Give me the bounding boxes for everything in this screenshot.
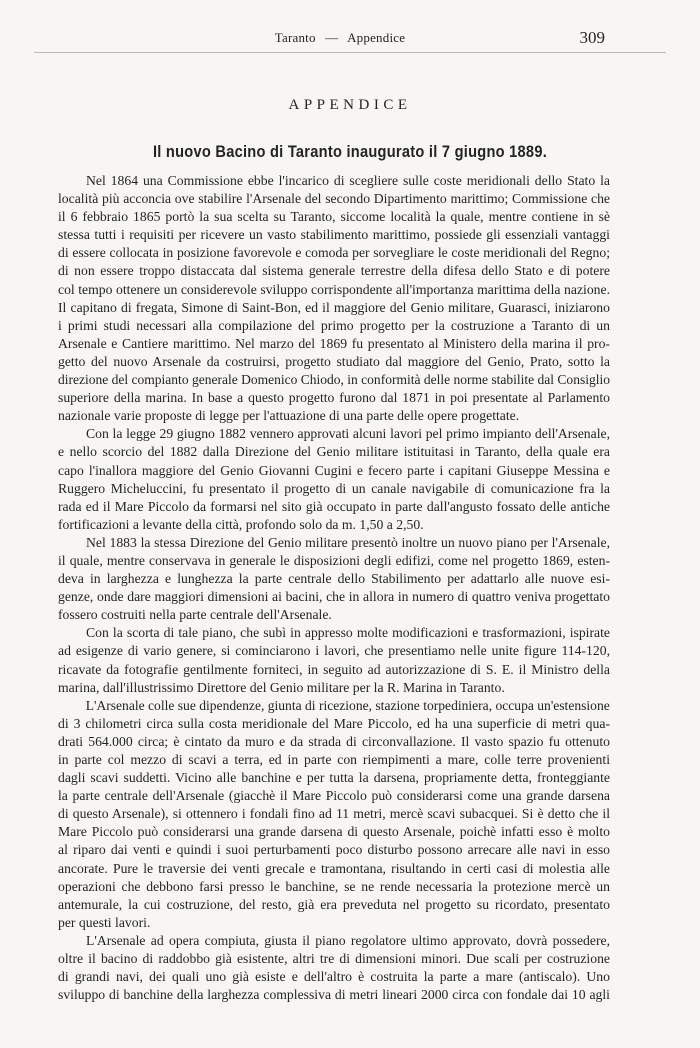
body-line: Mare Piccolo può considerarsi una grande darsena di questo Arsenale, poichè infatti esso è molto bbox=[58, 824, 610, 840]
body-line: di grandi navi, dei quali uno già esiste e dell'altro è costruita la parte a mare (antiscalo). Uno bbox=[58, 969, 610, 985]
body-line: Con la legge 29 giugno 1882 vennero approvati alcuni lavori pel primo impianto dell'Arsenale, bbox=[86, 426, 610, 442]
body-line: col tempo ottenere un considerevole sviluppo corrispondente all'importanza marittima della nazione. bbox=[58, 281, 610, 297]
body-line: i primi studi necessari alla compilazione del primo progetto per la costruzione a Taranto di un bbox=[58, 317, 610, 333]
body-line: di essere collocata in posizione favorevole e comoda per sorvegliare le coste meridionali del Regno; bbox=[58, 245, 610, 261]
body-line: deva in larghezza e lunghezza la parte centrale dello Stabilimento per adattarlo alle nuove esi- bbox=[58, 571, 610, 587]
running-head-left: Taranto bbox=[274, 30, 316, 45]
body-line: Nel 1883 la stessa Direzione del Genio militare presentò inoltre un nuovo piano per l'Arsenale, bbox=[86, 534, 610, 550]
body-line: stessa tutti i requisiti per ricevere un vasto stabilimento marittimo, possiede gli essenziali vantaggi bbox=[58, 227, 610, 243]
body-line: fortificazioni a levante della città, profondo solo da m. 1,50 a 2,50. bbox=[58, 516, 424, 532]
body-line: la parte centrale dell'Arsenale (giacchè il Mare Piccolo può considerarsi come una grande darsena bbox=[58, 788, 610, 804]
running-head bbox=[240, 30, 440, 46]
body-line: di 3 chilometri circa sulla costa meridionale del Mare Piccolo, ed ha una superficie di metri qua- bbox=[58, 715, 610, 731]
body-line: di non essere troppo distaccata dal sistema generale terrestre della difesa dello Stato e di potere bbox=[58, 263, 610, 279]
running-head-separator: — bbox=[325, 30, 339, 45]
body-line: capo l'inallora maggiore del Genio Giovanni Cugini e fecero parte i capitani Giuseppe Messina e bbox=[58, 462, 610, 478]
body-line: nazionale varie proposte di legge per l'attuazione di una parte delle opere progettate. bbox=[58, 408, 520, 424]
body-line: genze, onde dare maggiori dimensioni ai bacini, che in allora in numero di quattro veniva progettato bbox=[58, 589, 610, 605]
body-line: superiore della marina. In base a questo progetto furono dal 1871 in poi presentate al Parlamento bbox=[58, 390, 610, 406]
body-line: dagli scavi suddetti. Vicino alle banchine e per tutta la darsena, propriamente detta, fronteggiante bbox=[58, 770, 610, 786]
body-line: L'Arsenale ad opera compiuta, giusta il piano regolatore ultimo approvato, dovrà possedere, bbox=[86, 932, 610, 948]
body-line: operazioni che debbono farsi presso le banchine, se ne rende necessaria la protezione mercè un bbox=[58, 878, 610, 894]
body-line: getto del nuovo Arsenale da costruirsi, progetto studiato dal maggiore del Genio, Prato, sotto la bbox=[58, 353, 610, 369]
body-line: rada ed il Mare Piccolo da formarsi nel sito già occupato in parte dall'angusto fossato delle antiche bbox=[58, 498, 610, 514]
body-text bbox=[58, 172, 610, 1004]
body-line: Ruggero Micheluccini, fu presentato il progetto di un canale navigabile di comunicazione fra la bbox=[58, 480, 610, 496]
body-line: direzione del compianto generale Domenico Chiodo, in conformità delle norme stabilite dal Consiglio bbox=[58, 372, 610, 388]
body-line: ancorate. Pure le traversie dei venti grecale e tramontana, risultando in certi casi di molestia alle bbox=[58, 860, 610, 876]
section-title: APPENDICE bbox=[288, 97, 412, 113]
body-line: ad esigenze di vario genere, si cominciarono i lavori, che presentiamo nelle unite figure 114-120, bbox=[58, 643, 610, 659]
body-line: al riparo dai venti e quindi i suoi perturbamenti poco disturbo possono arrecare alle navi in esso bbox=[58, 842, 610, 858]
header-rule bbox=[34, 52, 666, 53]
body-line: e nello scorcio del 1882 dalla Direzione del Genio militare istituitasi in Taranto, della quale era bbox=[58, 444, 610, 460]
body-line: il 6 febbraio 1865 portò la sua scelta su Taranto, siccome località la quale, mentre contiene in sè bbox=[58, 209, 610, 225]
body-line: antemurale, la cui costruzione, del resto, già era preveduta nel progetto su ricordato, presentato bbox=[58, 896, 610, 912]
body-line: marina, dall'illustrissimo Direttore del Genio militare per la R. Marina in Taranto. bbox=[58, 679, 505, 695]
body-line: Con la scorta di tale piano, che subì in appresso molte modificazioni e trasformazioni, ispirate bbox=[86, 625, 610, 641]
body-line: per questi lavori. bbox=[58, 914, 151, 930]
body-line: Arsenale e Cantiere marittimo. Nel marzo del 1869 fu presentato al Ministero della marina il pro- bbox=[58, 335, 610, 351]
body-line: drati 564.000 circa; è cintato da muro e da strada di circonvallazione. Il vasto spazio fu ottenuto bbox=[58, 733, 610, 749]
running-head-right: Appendice bbox=[347, 30, 406, 45]
body-line: sviluppo di banchine della larghezza complessiva di metri lineari 2000 circa con fondale dai 10 agli bbox=[58, 987, 610, 1003]
body-line: Il capitano di fregata, Simone di Saint-Bon, ed il maggiore del Genio militare, Guarasci, iniziarono bbox=[58, 299, 610, 315]
article-title: Il nuovo Bacino di Taranto inaugurato il 7 giugno 1889. bbox=[152, 142, 548, 161]
body-line: L'Arsenale colle sue dipendenze, giunta di ricezione, stazione torpediniera, occupa un'estensione bbox=[85, 697, 610, 713]
body-line: in parte col mezzo di scavi a terra, ed in parte con riempimenti a mare, colle terre provenienti bbox=[58, 752, 610, 767]
body-line: fossero costruiti nella parte centrale dell'Arsenale. bbox=[58, 607, 332, 623]
body-line: il quale, mentre conservava in generale le disposizioni degli edifizi, come nel progetto 1869, esten- bbox=[58, 552, 610, 568]
body-line: oltre il bacino di raddobbo già esistente, altri tre di dimensioni minori. Due scali per costruzione bbox=[58, 951, 610, 967]
page-number: 309 bbox=[579, 28, 605, 47]
body-line: di questo Arsenale), si ottennero i fondali fino ad 11 metri, mercè scavi subacquei. Si è detto che il bbox=[58, 806, 610, 822]
body-line: ricavate da fotografie gentilmente forniteci, in seguito ad autorizzazione di S. E. il Ministro della bbox=[58, 661, 610, 677]
body-line: località più acconcia ove stabilire l'Arsenale del secondo Dipartimento marittimo; Commissione che bbox=[58, 191, 610, 207]
body-line: Nel 1864 una Commissione ebbe l'incarico di scegliere sulle coste meridionali dello Stato la bbox=[86, 173, 610, 188]
